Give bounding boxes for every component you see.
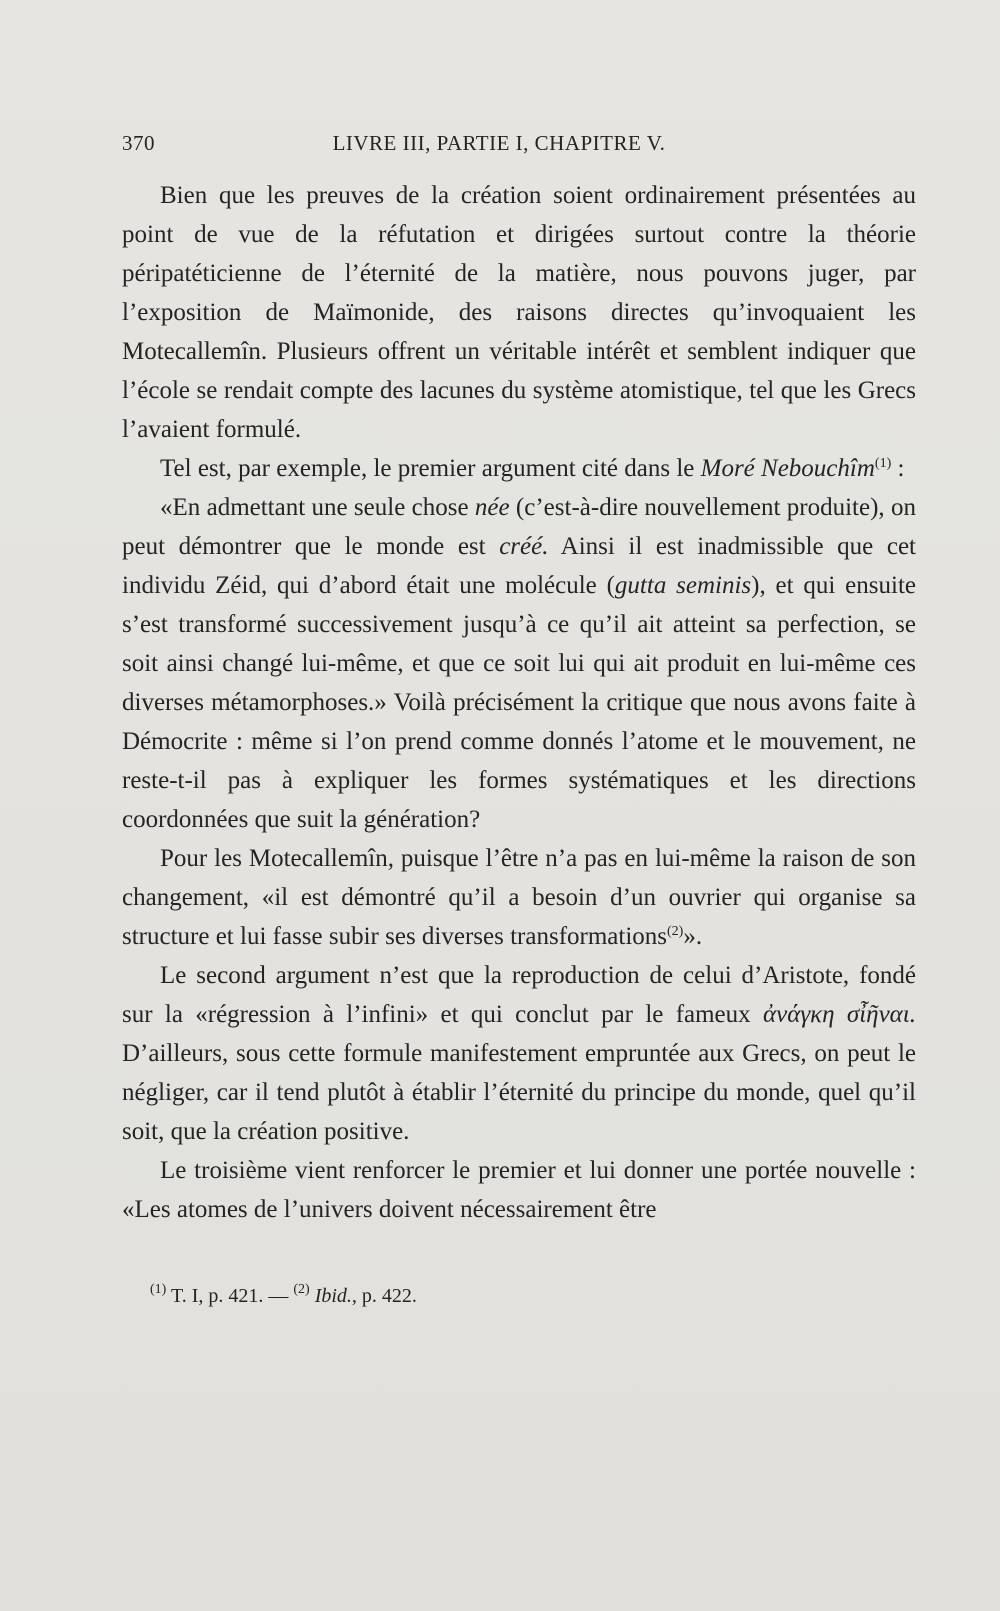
footnote-mark-1: (1) xyxy=(150,1282,167,1297)
italic-title: Moré Nebouchîm xyxy=(700,455,875,482)
footnote-mark-2: (2) xyxy=(293,1282,310,1297)
text-run: «En admettant une seule chose xyxy=(160,494,475,521)
text-run: ), et qui ensuite s’est transformé successivement jusqu’à ce qu’il ait atteint sa perfection, se soit ainsi changé lui-même, et que ce soit lui qui ait produit en lui-même ces diverses métamorphoses.» Voilà précisément la critique que nous avons faite à Démocrite : même si l’on prend comme donnés l’atome et le mouvement, ne reste-t-il pas à expliquer les formes systématiques et les directions coordonnées que suit la génération? xyxy=(122,572,916,833)
text-run: (c’est-à-dire nouvellement produite), on peut démontrer que le monde est xyxy=(122,494,917,560)
text-run: D’ailleurs, sous cette formule manifestement empruntée aux Grecs, on peut le négliger, car il tend plutôt à établir l’éternité du principe du monde, quel qu’il soit, que la création positive. xyxy=(122,1040,916,1145)
text-run: : xyxy=(891,455,905,482)
footnote-ref-2: (2) xyxy=(667,924,684,939)
italic-term: née xyxy=(474,494,510,521)
paragraph-6: Le troisième vient renforcer le premier et lui donner une portée nouvelle : «Les atomes de l’univers doivent nécessairement être xyxy=(122,1157,916,1223)
italic-greek: ἀνάγκη σἶῆναι. xyxy=(762,1001,916,1028)
paragraph-1: Bien que les preuves de la création soient ordinairement présentées au point de vue de la réfutation et dirigées surtout contre la théorie péripatéticienne de l’éternité de la matière, nous pouvons juger, par l’exposition de Maïmonide, des raisons directes qu’invoquaient les Motecallemîn. Plusieurs offrent un véritable intérêt et semblent indiquer que l’école se rendait compte des lacunes du système atomistique, tel que les Grecs l’avaient formulé. xyxy=(122,182,916,443)
italic-latin: gutta seminis xyxy=(614,572,752,599)
body-text xyxy=(122,176,916,1229)
footnotes xyxy=(150,1283,850,1309)
text-run: Ainsi il est inadmissible que cet individu Zéid, qui d’abord était une molécule ( xyxy=(122,533,916,599)
footnote-dash: — xyxy=(268,1285,289,1307)
paragraph-5 xyxy=(122,956,916,1151)
paragraph-4 xyxy=(122,839,916,956)
paragraph-3 xyxy=(122,488,916,839)
text-run: Tel est, par exemple, le premier argument cité dans le xyxy=(160,455,701,482)
text-run: Le second argument n’est que la reproduction de celui d’Aristote, fondé sur la «régression à l’infini» et qui conclut par le fameux xyxy=(122,962,916,1028)
text-run: Pour les Motecallemîn, puisque l’être n’a pas en lui-même la raison de son changement, «il est démontré qu’il a besoin d’un ouvrier qui organise sa structure et lui fasse subir ses diverses transformations xyxy=(122,845,916,950)
paragraph-2 xyxy=(122,449,916,488)
footnote-2-text: , p. 422. xyxy=(351,1285,417,1307)
italic-term: créé. xyxy=(499,533,549,560)
chapter-title: LIVRE III, PARTIE I, CHAPITRE V. xyxy=(332,131,666,155)
text-run: ». xyxy=(683,923,703,950)
footnote-1-text: T. I, p. 421. xyxy=(170,1285,264,1307)
footnote-ref-1: (1) xyxy=(874,456,892,471)
page-number: 370 xyxy=(122,131,155,155)
footnote-2-ibid: Ibid. xyxy=(314,1285,352,1307)
